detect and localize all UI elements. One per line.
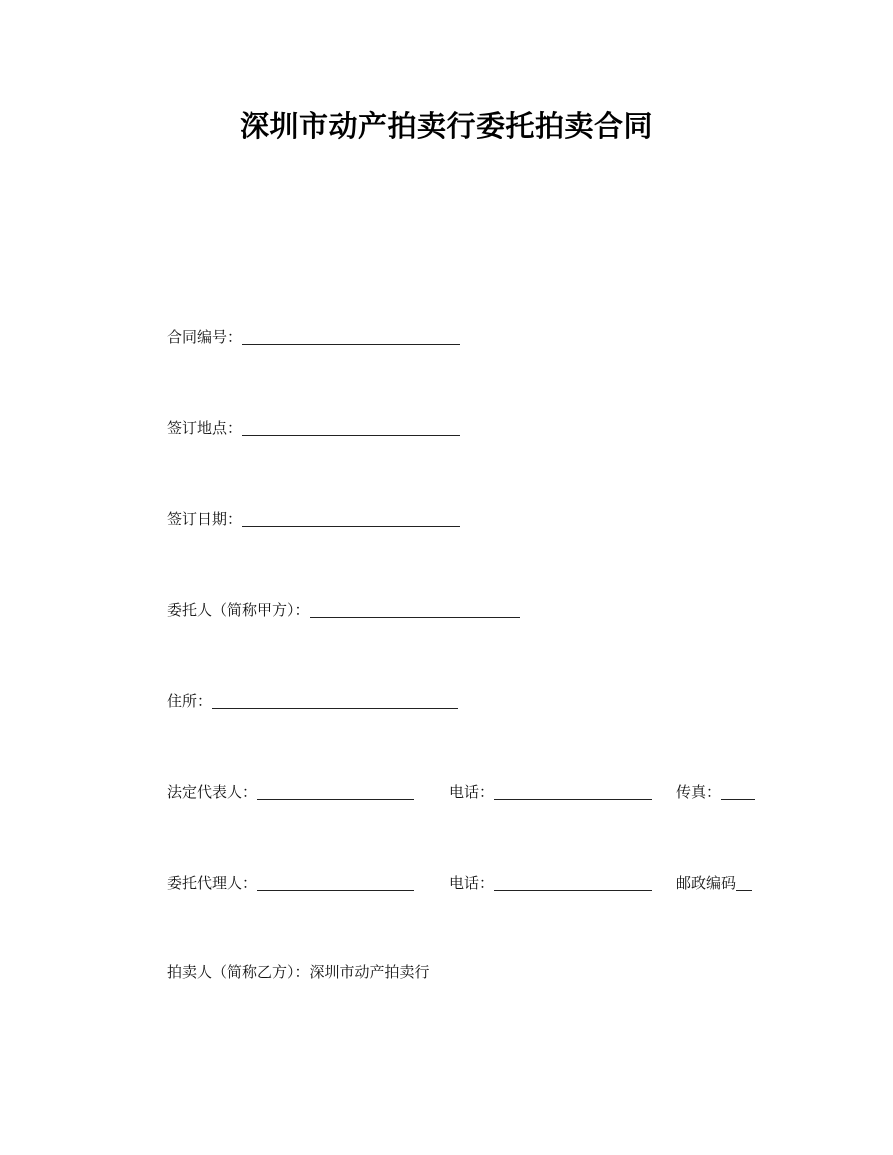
field-sign-place — [167, 416, 460, 440]
field-contract-no — [167, 325, 460, 349]
legal-rep-phone-blank[interactable] — [494, 781, 652, 800]
agent-postcode-label: 邮政编码 — [676, 874, 737, 892]
field-auctioneer — [167, 960, 430, 984]
contract-no-label: 合同编号： — [167, 328, 243, 346]
sign-place-label: 签订地点： — [167, 419, 243, 437]
sign-date-blank[interactable] — [242, 508, 460, 527]
legal-rep-fax-label: 传真： — [676, 783, 722, 801]
address-label: 住所： — [167, 692, 213, 710]
legal-rep-blank[interactable] — [257, 781, 414, 800]
principal-label: 委托人（简称甲方）： — [167, 601, 310, 619]
agent-blank[interactable] — [257, 872, 414, 891]
address-blank[interactable] — [212, 690, 458, 709]
agent-group — [167, 871, 414, 895]
document-title: 深圳市动产拍卖行委托拍卖合同 — [239, 109, 653, 143]
field-sign-date — [167, 507, 460, 531]
legal-rep-label: 法定代表人： — [167, 783, 258, 801]
auctioneer-value: 深圳市动产拍卖行 — [309, 963, 430, 981]
auctioneer-label: 拍卖人（简称乙方）： — [167, 963, 310, 981]
agent-postcode-blank[interactable] — [736, 872, 752, 891]
agent-phone-label: 电话： — [449, 874, 495, 892]
agent-phone-blank[interactable] — [494, 872, 652, 891]
legal-rep-phone-label: 电话： — [449, 783, 495, 801]
sign-date-label: 签订日期： — [167, 510, 243, 528]
field-row-agent — [167, 871, 767, 895]
agent-label: 委托代理人： — [167, 874, 258, 892]
principal-blank[interactable] — [310, 599, 520, 618]
field-address — [167, 689, 458, 713]
legal-rep-fax-group — [676, 780, 755, 804]
sign-place-blank[interactable] — [242, 417, 460, 436]
contract-no-blank[interactable] — [242, 326, 460, 345]
legal-rep-fax-blank[interactable] — [721, 781, 755, 800]
agent-phone-group — [449, 871, 652, 895]
legal-rep-group — [167, 780, 414, 804]
agent-postcode-group — [676, 871, 752, 895]
legal-rep-phone-group — [449, 780, 652, 804]
field-row-legal-rep — [167, 780, 767, 804]
field-principal — [167, 598, 520, 622]
